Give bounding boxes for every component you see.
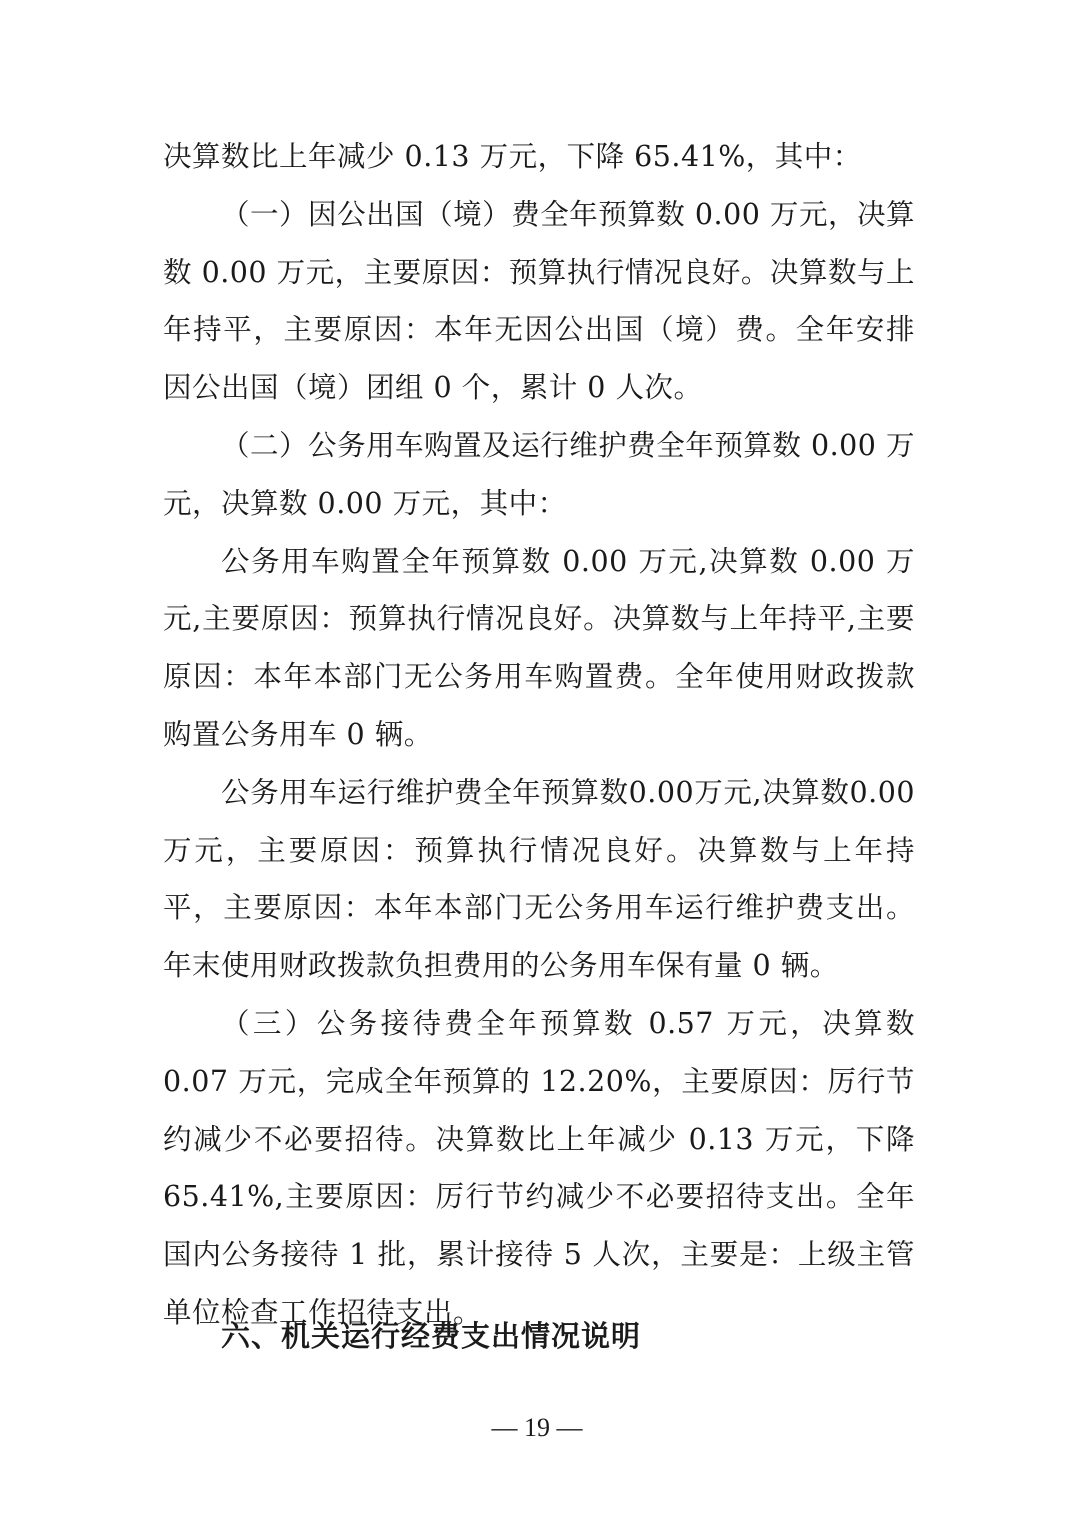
paragraph-overseas-travel: （一）因公出国（境）费全年预算数 0.00 万元，决算数 0.00 万元，主要原因：预算执行情况良好。决算数与上年持平，主要原因：本年无因公出国（境）费。全年安排因公出国（境）团组 0 个，累计 0 人次。 xyxy=(163,197,915,405)
paragraph-reception: （三）公务接待费全年预算数 0.57 万元，决算数 0.07 万元，完成全年预算的 12.20%，主要原因：厉行节约减少不必要招待。决算数比上年减少 0.13 万元，下降 65.41%,主要原因：厉行节约减少不必要招待支出。全年国内公务接待 1 批，累计接待 5 人次，主要是：上级主管单位检查工作招待支出。 xyxy=(163,1006,915,1329)
body-text xyxy=(163,128,915,1342)
paragraph-vehicle-purchase: 公务用车购置全年预算数 0.00 万元,决算数 0.00 万元,主要原因：预算执行情况良好。决算数与上年持平,主要原因：本年本部门无公务用车购置费。全年使用财政拨款购置公务用车 0 辆。 xyxy=(163,544,915,751)
section-heading: 六、机关运行经费支出情况说明 xyxy=(221,1319,642,1353)
paragraph-vehicle-total: （二）公务用车购置及运行维护费全年预算数 0.00 万元，决算数 0.00 万元，其中： xyxy=(163,428,915,520)
paragraph-vehicle-maintenance: 公务用车运行维护费全年预算数0.00万元,决算数0.00万元，主要原因：预算执行情况良好。决算数与上年持平，主要原因：本年本部门无公务用车运行维护费支出。年末使用财政拨款负担费用的公务用车保有量 0 辆。 xyxy=(163,775,915,983)
paragraph-continuation: 决算数比上年减少 0.13 万元，下降 65.41%，其中： xyxy=(163,140,862,173)
page-number: — 19 — xyxy=(491,1413,583,1442)
